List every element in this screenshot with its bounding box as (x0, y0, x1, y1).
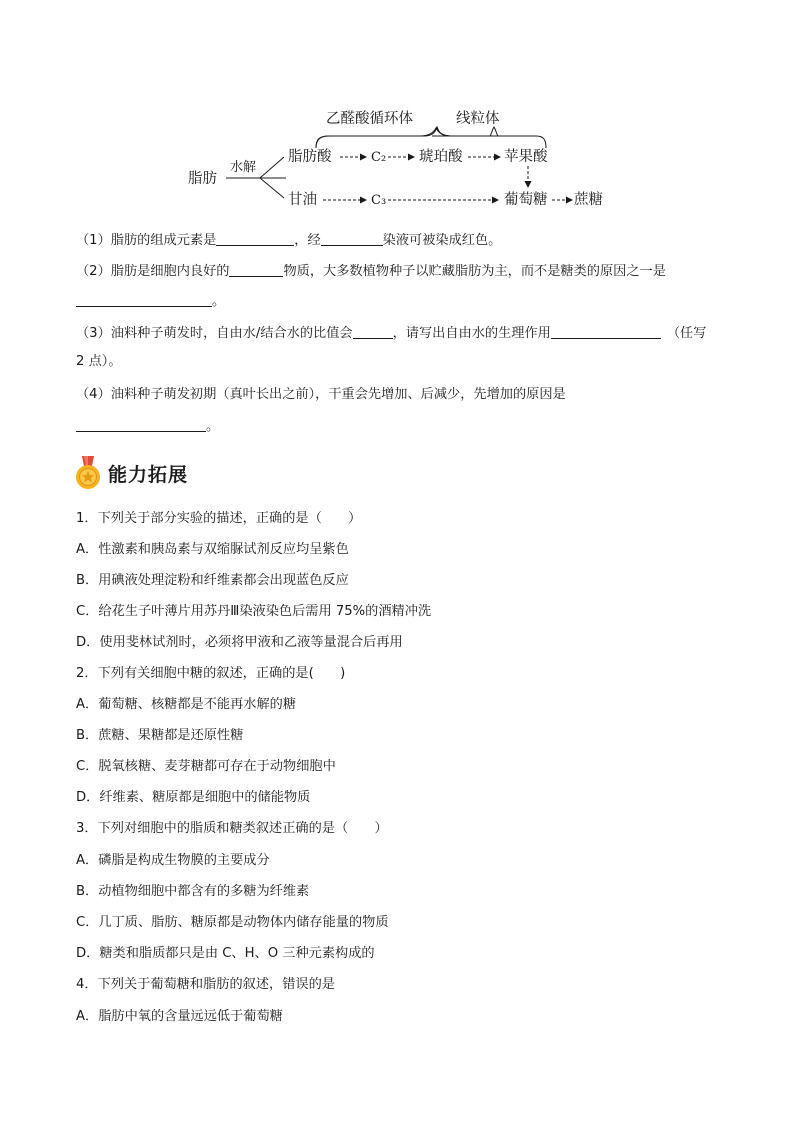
q4-text-a: （4）油料种子萌发初期（真叶长出之前），干重会先增加、后减少，先增加的原因是 (76, 387, 566, 402)
mcq-2-option-a[interactable]: A．葡萄糖、核糖都是不能再水解的糖 (76, 697, 297, 712)
q2-blank-1[interactable] (229, 263, 283, 277)
hydrolysis-label: 水解 (230, 160, 257, 175)
question-2 (76, 263, 666, 278)
glucose-label: 葡萄糖 (504, 192, 548, 208)
question-2-cont (76, 293, 225, 308)
section-title: 能力拓展 (108, 463, 189, 486)
glyoxysome-brace-line (316, 127, 450, 148)
mcq-3-option-a[interactable]: A．磷脂是构成生物膜的主要成分 (76, 853, 270, 868)
mcq-2-option-d[interactable]: D．纤维素、糖原都是细胞中的储能物质 (76, 790, 311, 805)
succinic-acid-label: 琥珀酸 (419, 149, 463, 165)
q2-blank-2[interactable] (76, 293, 212, 307)
c3-label: C₃ (371, 193, 387, 208)
q3-text-d: 2 点）。 (76, 354, 122, 369)
q3-text-b: ，请写出自由水的生理作用 (392, 326, 551, 341)
q1-text-c: 染液可被染成红色。 (382, 233, 502, 248)
mcq-1-option-c[interactable]: C．给花生子叶薄片用苏丹Ⅲ染液染色后需用 75%的酒精冲洗 (76, 604, 432, 619)
question-1 (76, 232, 501, 247)
gold-medal-icon (74, 456, 102, 490)
mitochondrion-label: 线粒体 (456, 111, 500, 127)
q4-blank[interactable] (76, 418, 206, 432)
mcq-2-option-b[interactable]: B．蔗糖、果糖都是还原性糖 (76, 728, 244, 743)
q3-blank-2[interactable] (551, 325, 661, 339)
mcq-1-stem: 1．下列关于部分实验的描述，正确的是（ ） (76, 511, 362, 526)
q1-blank-1[interactable] (216, 232, 294, 246)
q1-text-a: （1）脂肪的组成元素是 (76, 233, 217, 248)
mcq-3-stem: 3．下列对细胞中的脂质和糖类叙述正确的是（ ） (76, 821, 388, 836)
q4-end: 。 (206, 419, 220, 434)
mcq-4-stem: 4．下列关于葡萄糖和脂肪的叙述，错误的是 (76, 977, 335, 992)
glyoxysome-label: 乙醛酸循环体 (326, 111, 413, 127)
section-heading (74, 455, 188, 491)
mcq-4-option-a[interactable]: A．脂肪中氧的含量远远低于葡萄糖 (76, 1009, 283, 1024)
malic-acid-label: 苹果酸 (504, 149, 548, 165)
question-4 (76, 388, 566, 401)
mcq-2-option-c[interactable]: C．脱氧核糖、麦芽糖都可存在于动物细胞中 (76, 759, 336, 774)
glyoxysome-brace (316, 128, 452, 148)
glycerol-label: 甘油 (288, 192, 317, 208)
mcq-1-option-d[interactable]: D．使用斐林试剂时，必须将甲液和乙液等量混合后再用 (76, 635, 403, 650)
mitochondrion-brace-line (437, 127, 546, 148)
q3-text-c: （任写 (666, 326, 707, 341)
question-3-cont (76, 355, 122, 368)
fat-label: 脂肪 (188, 171, 217, 187)
q1-blank-2[interactable] (321, 232, 383, 246)
fat-metabolism-diagram (180, 100, 620, 215)
q3-text-a: （3）油料种子萌发时，自由水/结合水的比值会 (76, 326, 353, 341)
mcq-3-option-d[interactable]: D．糖类和脂质都只是由 C、H、O 三种元素构成的 (76, 946, 375, 961)
mcq-2-stem: 2．下列有关细胞中糖的叙述，正确的是( ) (76, 666, 346, 681)
mcq-1-option-b[interactable]: B．用碘液处理淀粉和纤维素都会出现蓝色反应 (76, 573, 349, 588)
q1-text-b: ，经 (294, 233, 321, 248)
mcq-3-option-b[interactable]: B．动植物细胞中都含有的多糖为纤维素 (76, 884, 310, 899)
mcq-1-option-a[interactable]: A．性激素和胰岛素与双缩脲试剂反应均呈紫色 (76, 542, 349, 557)
fatty-acid-label: 脂肪酸 (288, 149, 332, 165)
question-4-cont (76, 418, 219, 433)
question-3 (76, 325, 706, 340)
q2-text-b: 物质，大多数植物种子以贮藏脂肪为主，而不是糖类的原因之一是 (283, 264, 666, 279)
c2-label: C₂ (371, 150, 387, 165)
q2-text-a: （2）脂肪是细胞内良好的 (76, 264, 230, 279)
q3-blank-1[interactable] (353, 325, 393, 339)
q2-end: 。 (212, 294, 226, 309)
mcq-3-option-c[interactable]: C．几丁质、脂肪、糖原都是动物体内储存能量的物质 (76, 915, 389, 930)
sucrose-label: 蔗糖 (574, 192, 603, 208)
